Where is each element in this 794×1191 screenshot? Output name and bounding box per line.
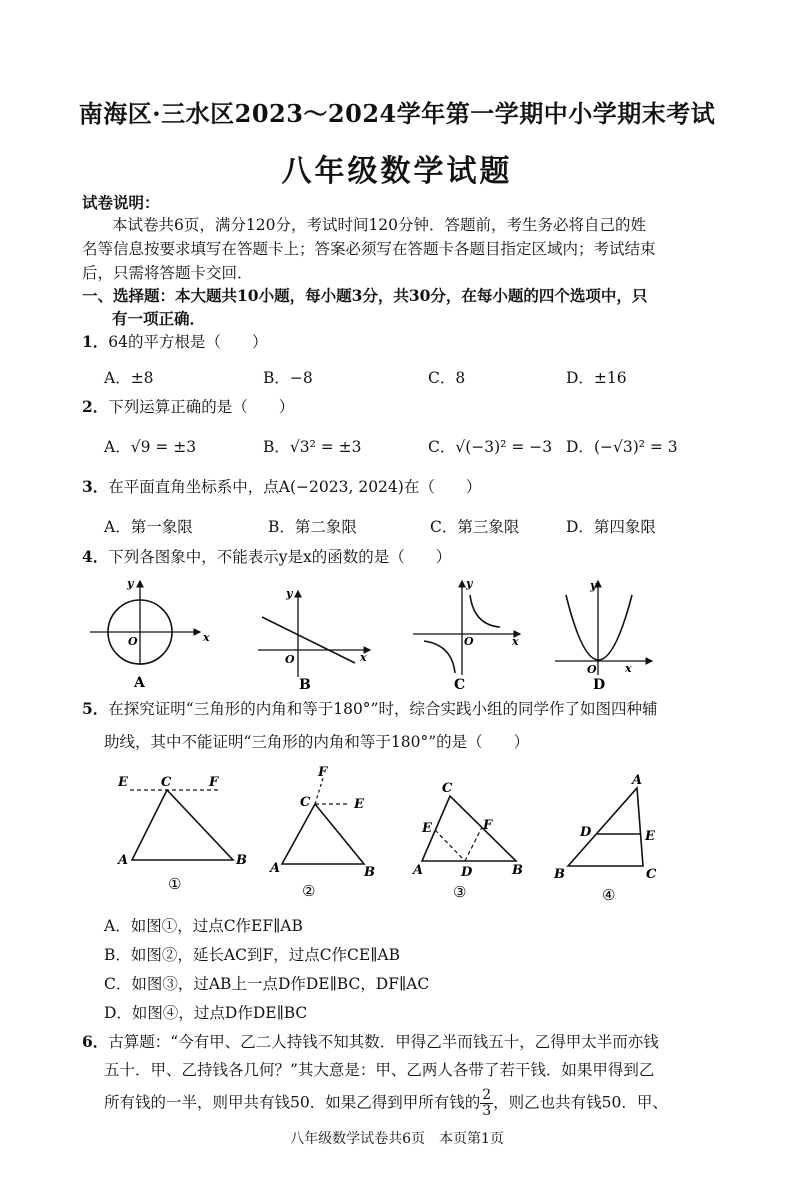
option-b-expression: √3² = ±3 (289, 438, 362, 456)
question-1-text: 64的平方根是（ ） (108, 333, 268, 351)
question-5-option-d: D．如图④，过点D作DE∥BC (104, 1004, 308, 1022)
question-4-number: 4． (82, 547, 109, 566)
instructions-heading: 试卷说明： (82, 193, 160, 212)
graph-a-x-label: x (203, 631, 210, 644)
graph-d-label: D (593, 677, 606, 693)
option-d-label: D． (566, 438, 594, 456)
graph-c-origin: O (464, 635, 474, 648)
fraction-two-thirds (480, 1088, 493, 1119)
fig4-label: ④ (602, 886, 616, 904)
fig1-point-a: A (118, 853, 129, 868)
graph-b-origin: O (285, 653, 295, 666)
question-5-option-b: B．如图②，延长AC到F，过点C作CE∥AB (104, 946, 400, 964)
question-6-number: 6． (82, 1032, 109, 1051)
fig3-point-c: C (442, 781, 453, 796)
fig3-point-f: F (483, 818, 493, 833)
fraction-numerator: 2 (482, 1087, 492, 1103)
question-5-stem-2: 助线，其中不能证明“三角形的内角和等于180°”的是（ ） (104, 733, 530, 751)
graph-c-y-label: y (466, 577, 473, 590)
question-5-option-c: C．如图③，过AB上一点D作DE∥BC，DF∥AC (104, 975, 430, 993)
fig4-point-e: E (645, 829, 655, 844)
question-3-option-a: A．第一象限 (104, 518, 193, 536)
question-1-option-c: C．8 (428, 369, 466, 387)
question-5-option-a: A．如图①，过点C作EF∥AB (104, 917, 303, 935)
question-5-number: 5． (82, 699, 109, 718)
question-3-number: 3． (82, 477, 109, 496)
question-2-option-a (104, 435, 196, 457)
figure-4-triangle (553, 773, 657, 904)
question-3-option-b: B．第二象限 (268, 518, 357, 536)
graph-c-x-label: x (512, 635, 519, 648)
graph-b-y-label: y (286, 587, 293, 600)
fig1-point-f: F (209, 775, 219, 790)
question-3-stem (82, 476, 481, 498)
fig1-point-c: C (161, 775, 172, 790)
instructions-line-2: 名等信息按要求填写在答题卡上；答案必须写在答题卡各题目指定区域内；考试结束 (82, 240, 656, 258)
fig2-point-e: E (354, 797, 364, 812)
question-2-option-b (263, 435, 362, 457)
question-3-option-d: D．第四象限 (566, 518, 656, 536)
figure-2-triangle (268, 765, 375, 900)
question-6-text-3a: 所有钱的一半，则甲共有钱50．如果乙得到甲所有钱的 (104, 1093, 481, 1112)
fig4-point-c: C (646, 867, 657, 882)
instructions-line-1: 本试卷共6页，满分120分，考试时间120分钟．答题前，考生务必将自己的姓 (112, 216, 647, 234)
question-5-figures (110, 764, 670, 909)
question-2-option-c (428, 435, 552, 457)
question-6-text-3b: ，则乙也共有钱50．甲、 (493, 1093, 668, 1112)
graph-a-y-label: y (127, 577, 134, 590)
graph-d-parabola (555, 579, 652, 693)
exam-title: 南海区·三水区2023～2024学年第一学期中小学期末考试 (78, 99, 716, 128)
question-1-option-b: B．−8 (263, 369, 313, 387)
graph-a-circle (90, 577, 210, 691)
question-1-option-a: A．±8 (104, 369, 154, 387)
question-4-stem (82, 546, 451, 568)
option-d-expression: (−√3)² = 3 (593, 438, 678, 456)
exam-subtitle: 八年级数学试题 (281, 154, 513, 189)
graph-a-origin: O (128, 635, 138, 648)
fig2-point-a: A (270, 861, 281, 876)
option-c-label: C． (428, 438, 456, 456)
instructions-line-3: 后，只需将答题卡交回． (82, 264, 253, 282)
fig4-point-d: D (580, 825, 592, 840)
section-1-heading-2: 有一项正确． (112, 309, 206, 328)
fig3-point-d: D (461, 865, 473, 880)
option-a-label: A． (104, 438, 131, 456)
fig2-label: ② (302, 882, 316, 900)
fig2-point-c: C (300, 795, 311, 810)
question-2-number: 2． (82, 397, 109, 416)
question-6-line-3 (104, 1088, 668, 1119)
fig4-point-a: A (632, 773, 643, 788)
question-5-text-1: 在探究证明“三角形的内角和等于180°”时，综合实践小组的同学作了如图四种辅 (108, 700, 658, 718)
graph-c-hyperbola (413, 577, 520, 693)
graph-d-y-label: y (590, 579, 597, 592)
question-4-graphs (80, 575, 680, 695)
question-1-stem (82, 331, 268, 353)
page-footer: 八年级数学试卷共6页 本页第1页 (290, 1131, 504, 1147)
question-5-stem-1 (82, 698, 657, 720)
fig4-point-b: B (554, 867, 565, 882)
graph-b-label: B (299, 677, 311, 693)
question-1-option-d: D．±16 (566, 369, 627, 387)
fig1-label: ① (168, 875, 182, 893)
section-1-heading-1: 一、选择题：本大题共10小题，每小题3分，共30分，在每小题的四个选项中，只 (82, 286, 648, 305)
figure-1-triangle (116, 775, 247, 893)
question-6-line-2: 五十．甲、乙持钱各几何？”其大意是：甲、乙两人各带了若干钱．如果甲得到乙 (104, 1061, 655, 1079)
figure-3-triangle (411, 781, 523, 901)
question-2-text: 下列运算正确的是（ ） (108, 398, 295, 416)
fig3-label: ③ (453, 883, 467, 901)
graph-b-x-label: x (360, 651, 367, 664)
question-6-line-1 (82, 1031, 659, 1053)
fraction-denominator: 3 (482, 1103, 492, 1119)
graph-d-origin: O (587, 663, 597, 676)
fig2-point-b: B (364, 865, 375, 880)
question-6-text-1: 古算题：“今有甲、乙二人持钱不知其数．甲得乙半而钱五十，乙得甲太半而亦钱 (108, 1033, 659, 1051)
fig3-point-b: B (512, 863, 523, 878)
graph-a-label: A (134, 675, 145, 691)
graph-c-label: C (454, 677, 466, 693)
question-4-text: 下列各图象中，不能表示y是x的函数的是（ ） (108, 548, 452, 566)
fig3-point-a: A (413, 863, 424, 878)
option-b-label: B． (263, 438, 290, 456)
question-3-text: 在平面直角坐标系中，点A(−2023, 2024)在（ ） (108, 478, 482, 496)
fig2-point-f: F (318, 765, 328, 780)
fig3-point-e: E (422, 821, 432, 836)
option-c-expression: √(−3)² = −3 (455, 438, 553, 456)
fig1-point-e: E (118, 775, 128, 790)
fig1-point-b: B (236, 853, 247, 868)
question-3-option-c: C．第三象限 (430, 518, 520, 536)
graph-b-line (258, 587, 370, 693)
question-2-stem (82, 396, 294, 418)
graph-d-x-label: x (625, 662, 632, 675)
question-1-number: 1． (82, 332, 109, 351)
question-2-option-d (566, 435, 678, 457)
option-a-expression: √9 = ±3 (130, 438, 197, 456)
